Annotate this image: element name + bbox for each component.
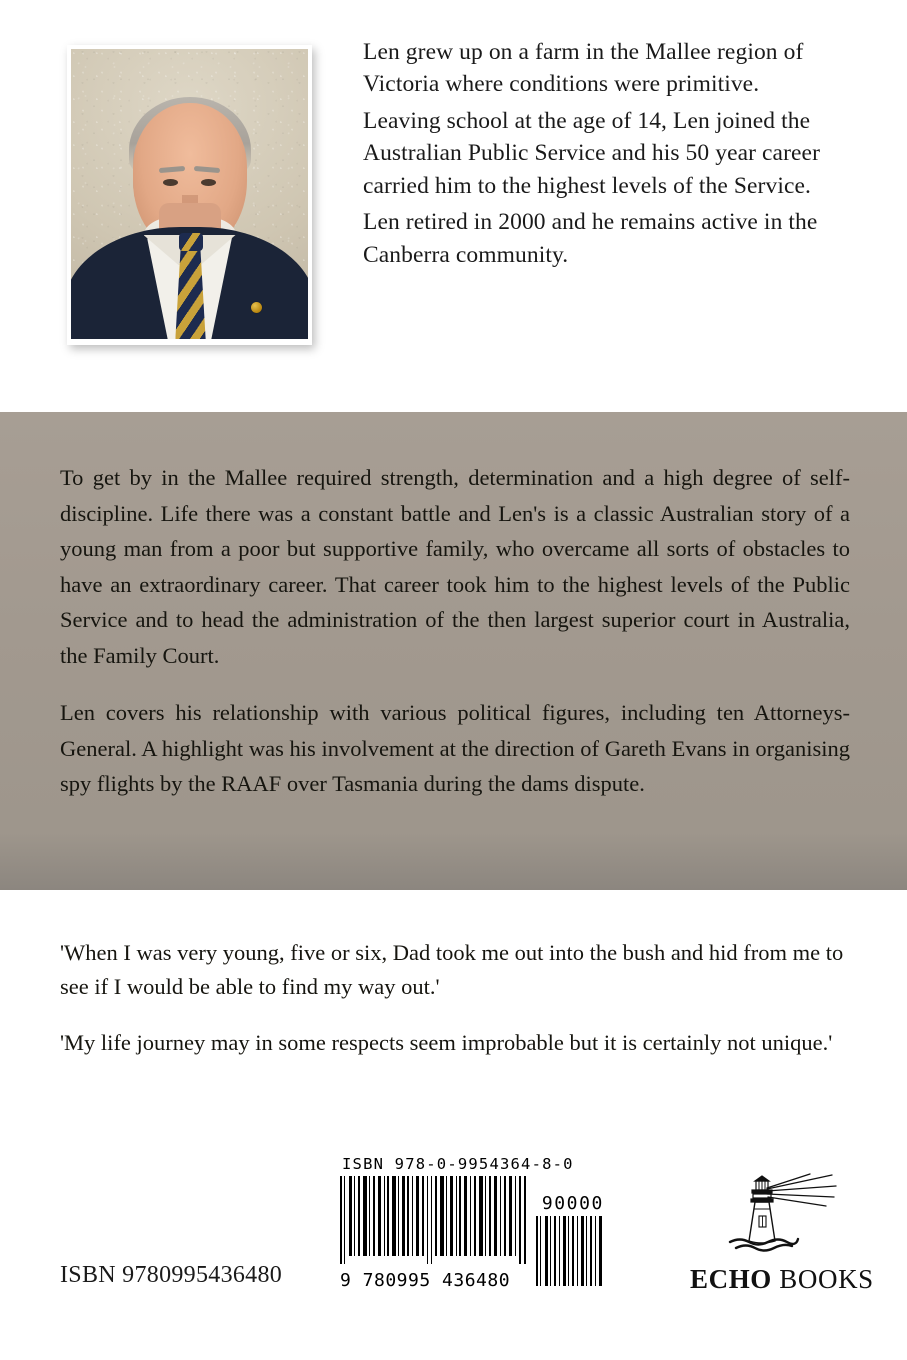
- portrait-lapel-pin: [251, 302, 262, 313]
- portrait-tie-knot: [179, 233, 203, 251]
- ean13-barcode-icon: [340, 1176, 527, 1264]
- blurb-paragraph: Len covers his relationship with various political figures, including ten Attorneys-General. A highlight was his involvement at the direction of Gareth Evans in organising spy flights by the RAAF over Tasmania during the dams dispute.: [60, 700, 850, 797]
- lighthouse-icon: [718, 1172, 838, 1258]
- bio-paragraph: Len grew up on a farm in the Mallee region of Victoria where conditions were primitive.: [363, 39, 804, 98]
- author-portrait-image: [71, 49, 308, 339]
- ean5-addon-barcode-icon: [536, 1216, 604, 1286]
- barcode-isbn-line: ISBN 978-0-9954364-8-0: [342, 1155, 574, 1173]
- bio-section: [0, 0, 907, 412]
- isbn-label: ISBN 9780995436480: [60, 1262, 283, 1288]
- blurb-section: [0, 412, 907, 890]
- publisher-name-books: BOOKS: [771, 1264, 874, 1294]
- bio-paragraph: Len retired in 2000 and he remains active in the Canberra community.: [363, 209, 818, 268]
- barcode-addon: [536, 1193, 604, 1291]
- portrait-eye-left: [163, 179, 178, 186]
- barcode-addon-digits: 90000: [541, 1193, 604, 1214]
- publisher-name: [690, 1264, 874, 1295]
- author-bio-text: [363, 36, 855, 275]
- quote-paragraph: 'When I was very young, five or six, Dad took me out into the bush and hid from me to see if I would be able to find my way out.': [60, 940, 844, 1000]
- barcode-main: [340, 1176, 527, 1291]
- blurb-text: [60, 460, 850, 802]
- barcode: [340, 1155, 620, 1291]
- quotes-section: [60, 936, 852, 1061]
- blurb-paragraph: To get by in the Mallee required strength, determination and a high degree of self-discipline. Life there was a constant battle and Len's is a classic Australian story of a young man from a poor but supportive family, who overcame all sorts of obstacles to have an extraordinary career. That career took him to the highest levels of the Public Service and to head the administration of the then largest superior court in Australia, the Family Court.: [60, 465, 850, 668]
- portrait-eye-right: [201, 179, 216, 186]
- barcode-digits: 9 780995 436480: [340, 1270, 511, 1291]
- quote-paragraph: 'My life journey may in some respects seem improbable but it is certainly not unique.': [60, 1030, 833, 1056]
- author-photo: [67, 45, 312, 345]
- publisher-name-echo: ECHO: [690, 1264, 772, 1294]
- publisher-logo: [690, 1172, 874, 1295]
- bio-paragraph: Leaving school at the age of 14, Len joined the Australian Public Service and his 50 year career carried him to the highest levels of the Service.: [363, 107, 821, 199]
